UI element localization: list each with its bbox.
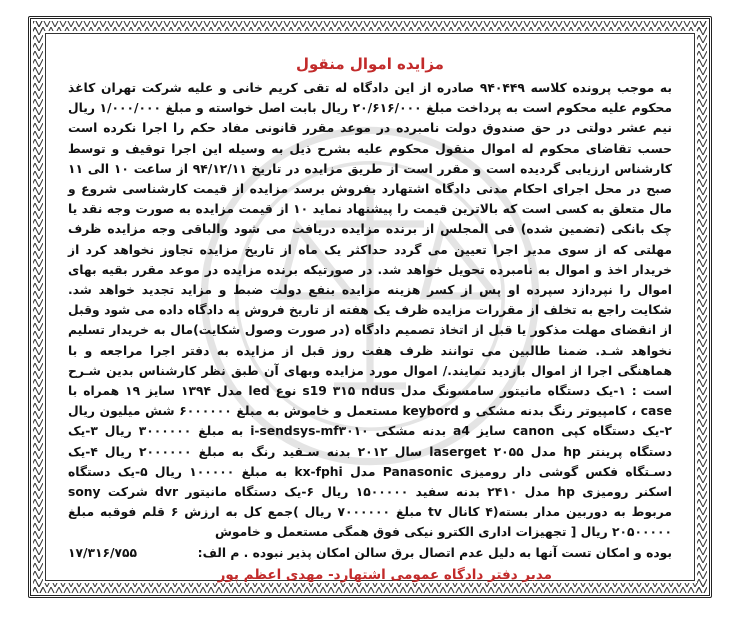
signature-line: مدیر دفتر دادگاه عمومی اشتهارد- مهدی اعظم پور [217, 566, 552, 583]
notice-frame [28, 16, 712, 598]
inner-border [45, 33, 695, 581]
notice-title: مزایده اموال منقول [296, 55, 444, 73]
ad-number: ۱۷/۳۱۶/۷۵۵ [68, 545, 138, 560]
notice-tail-row [68, 543, 672, 563]
notice-tail: بوده و امکان تست آنها به دلیل عدم اتصال برق سالن امکان پذیر نبوده . م الف: [197, 545, 672, 560]
notice-content [68, 52, 673, 583]
notice-body: به موجب پرونده کلاسه ۹۴۰۴۴۹ صادره از این دادگاه له تقی کریم خانی و علیه شرکت تهران کاغذ محکوم علیه محکوم است به پرداخت مبلغ ۲۰/۶۱۶/۰۰۰ ریال بابت اصل خواسته و مبلغ ۱/۰۰۰/۰۰۰ ریال نیم عشر دولتی در حق صندوق دولت نامبرده در موعد مقرر قانونی مفاد حکم را اجرا نکرده است حسب تقاضای محکوم له اموال منقول محکوم علیه بشرح ذیل به وسیله این اجرا توقیف و توسط کارشناس ارزیابی گردیده است و مقرر است از طریق مزایده در تاریخ ۹۴/۱۲/۱۱ از ساعت ۱۰ الی ۱۱ صبح در محل اجرای احکام مدنی دادگاه اشتهارد بفروش برسد مزایده از قیمت کارشناسی شروع و مال متعلق به کسی است که بالاترین قیمت را پیشنهاد نماید ۱۰ از قیمت مزایده به صورت وجه نقد یا چک بانکی (تضمین شده) فی المجلس از برنده مزایده دریافت می شود والباقی وجه مزایده ظرف مهلتی که از سوی مدیر اجرا تعیین می گردد حداکثر یک ماه از تاریخ مزایده تجاوز نخواهد کرد از خریدار اخذ و اموال به نامبرده تحویل خواهد شد. در صورتیکه برنده مزایده در موعد مقرر بقیه بهای اموال را نپردازد سپرده او پس از کسر هزینه مزایده بنفع دولت ضبط و مزاید تجدید خواهد شد. شکایت راجع به تخلف از مقررات مزایده ظرف یک هفته از تاریخ فروش به دادگاه داده می شود وقبل از انقضای مهلت مذکور یا قبل از اتخاذ تصمیم دادگاه (در صورت وصول شکایت)مال به خریدار تسلیم نخواهد شـد. ضمنا طالبین می توانند ظرف هفت روز قبل از مزایده به دفتر اجرا مراجعه و با هماهنگی اجرا از اموال بازدید نمایند./ اموال مورد مزایده وبهای آن طبق نظر کارشناس بدین شـرح است : ۱-یک دستگاه مانیتور سامسونگ مدل s19 ۳۱۵ ndus نوع led مدل ۱۳۹۴ سایز ۱۹ همراه با case ، کامپیوتر رنگ بدنه مشکی و keybord مستعمل و خاموش به مبلغ ۶۰۰۰۰۰۰ شش میلیون ریال ۲-یک دستگاه کپی canon سایز a4 بدنه مشکی i-sendsys-mf۳۰۱۰ به مبلغ ۳۰۰۰۰۰۰ ریال ۳-یک دستگاه پرینتر hp مدل laserget ۲۰۵۵ سال ۲۰۱۲ بدنه سـفید رنگ به مبلغ ۲۰۰۰۰۰۰ ریال ۴-یک دسـتگاه فکس گوشی دار رومیزی Panasonic مدل kx-fphi به مبلغ ۱۰۰۰۰۰ ریال ۵-یک دستگاه اسکنر رومیزی hp مدل ۲۴۱۰ بدنه سفید ۱۵۰۰۰۰۰ ریال ۶-یک دستگاه مانیتور dvr شرکت sony مربوط به دوربین مدار بسته(۴ کانال tv مبلغ ۷۰۰۰۰۰۰ ریال )جمع کل به ارزش ۶ قلم فوقبه مبلغ ۲۰۵۰۰۰۰۰ ریال [ تجهیزات اداری الکترو نیکی فوق همگی مستعمل و خاموش [68, 81, 673, 540]
